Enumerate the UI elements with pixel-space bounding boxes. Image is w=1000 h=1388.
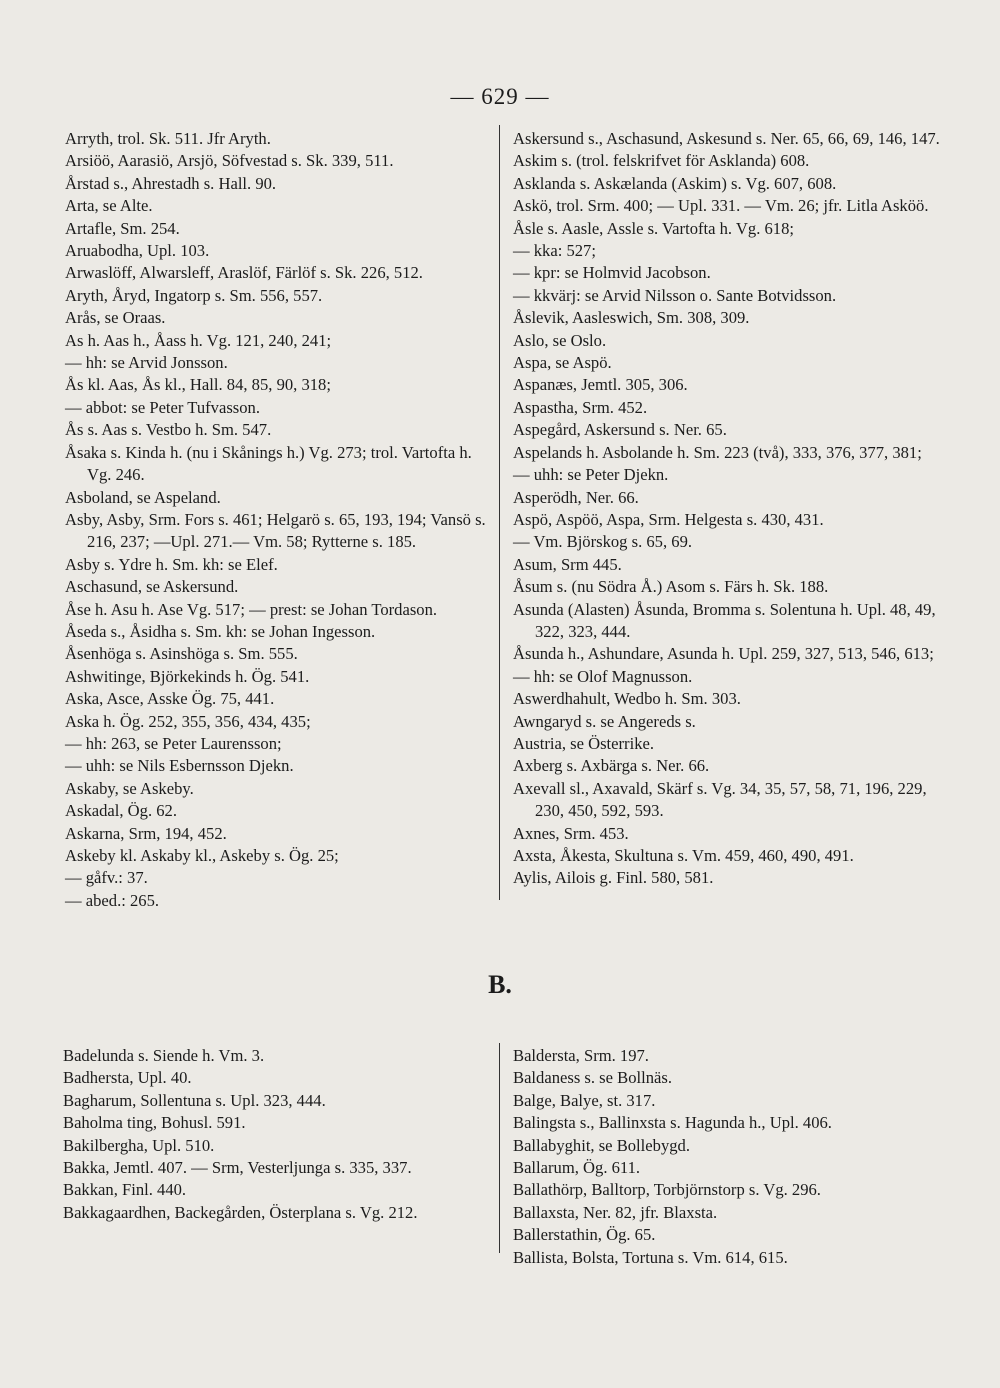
index-entry: Asperödh, Ner. 66. [513,487,639,507]
index-entry: Asklanda s. Askælanda (Askim) s. Vg. 607, 608. [513,173,837,193]
index-entry: — hh: 263, se Peter Laurensson; [65,733,282,753]
index-entry: Åslevik, Aasleswich, Sm. 308, 309. [513,308,750,328]
index-entry: — abed.: 265. [65,890,160,910]
index-entry: Askim s. (trol. felskrifvet för Asklanda) 608. [513,151,810,171]
index-entry: Åseda s., Åsidha s. Sm. kh: se Johan Ingesson. [65,621,376,641]
index-entry: Åse h. Asu h. Ase Vg. 517; — prest: se Johan Tordason. [65,599,438,619]
index-entry: — uhh: se Peter Djekn. [513,465,669,485]
bottom-right-column [513,1045,943,1269]
index-entry: Ballarum, Ög. 611. [513,1158,641,1178]
bottom-left-column [63,1045,488,1224]
index-entry: Badhersta, Upl. 40. [63,1068,192,1088]
index-entry: Bagharum, Sollentuna s. Upl. 323, 444. [63,1090,326,1110]
index-entry: Askaby, se Askeby. [65,778,194,798]
index-entry: Asby, Asby, Srm. Fors s. 461; Helgarö s. 65, 193, 194; Vansö s. 216, 237; —Upl. 271.— Vm. 58; Rytterne s. 185. [65,509,486,552]
index-entry: Bakka, Jemtl. 407. — Srm, Vesterljunga s. 335, 337. [63,1158,412,1178]
index-entry: Åsaka s. Kinda h. (nu i Skånings h.) Vg. 273; trol. Vartofta h. Vg. 246. [65,442,472,485]
index-entry: Arwaslöff, Alwarsleff, Araslöf, Färlöf s. Sk. 226, 512. [65,263,423,283]
index-entry: Ballista, Bolsta, Tortuna s. Vm. 614, 615. [513,1247,788,1267]
index-entry: Arryth, trol. Sk. 511. Jfr Aryth. [65,129,271,148]
index-entry: — kka: 527; [513,241,596,261]
index-entry: Ballathörp, Balltorp, Torbjörnstorp s. Vg. 296. [513,1180,821,1200]
index-entry: Ballabyghit, se Bollebygd. [513,1135,690,1155]
index-entry: Bakilbergha, Upl. 510. [63,1135,215,1155]
index-entry: Badelunda s. Siende h. Vm. 3. [63,1046,265,1065]
index-entry: — kkvärj: se Arvid Nilsson o. Sante Botvidsson. [513,285,837,305]
index-entry: Åsunda h., Ashundare, Asunda h. Upl. 259, 327, 513, 546, 613; [513,644,934,664]
index-entry: Aspegård, Askersund s. Ner. 65. [513,420,727,440]
column-divider [499,1043,500,1253]
index-entry: Asby s. Ydre h. Sm. kh: se Elef. [65,554,278,574]
index-entry: Aska h. Ög. 252, 355, 356, 434, 435; [65,711,311,731]
index-entry: Aspelands h. Asbolande h. Sm. 223 (två), 333, 376, 377, 381; [513,442,922,462]
index-entry: Åsum s. (nu Södra Å.) Asom s. Färs h. Sk. 188. [513,577,829,597]
index-entry: Austria, se Österrike. [513,733,655,753]
index-entry: Asum, Srm 445. [513,554,622,574]
index-entry: Åsle s. Aasle, Assle s. Vartofta h. Vg. 618; [513,218,795,238]
index-entry: Ballerstathin, Ög. 65. [513,1225,656,1245]
column-divider [499,125,500,900]
index-entry: — abbot: se Peter Tufvasson. [65,397,260,417]
index-entry: Asboland, se Aspeland. [65,487,221,507]
index-entry: Axnes, Srm. 453. [513,823,629,843]
index-entry: Baldaness s. se Bollnäs. [513,1068,673,1088]
index-entry: Balingsta s., Ballinxsta s. Hagunda h., Upl. 406. [513,1113,832,1133]
index-entry: — Vm. Björskog s. 65, 69. [513,532,693,552]
index-entry: Ås s. Aas s. Vestbo h. Sm. 547. [65,420,272,440]
index-entry: Axsta, Åkesta, Skultuna s. Vm. 459, 460, 490, 491. [513,846,854,865]
index-entry: Åsenhöga s. Asinshöga s. Sm. 555. [65,644,298,664]
index-entry: Aswerdhahult, Wedbo h. Sm. 303. [513,689,741,709]
index-entry: Aylis, Ailois g. Finl. 580, 581. [513,868,714,888]
index-entry: As h. Aas h., Åass h. Vg. 121, 240, 241; [65,330,332,350]
index-entry: Ås kl. Aas, Ås kl., Hall. 84, 85, 90, 318; [65,375,331,395]
index-entry: Arsiöö, Aarasiö, Arsjö, Söfvestad s. Sk. 339, 511. [65,151,394,171]
index-entry: Askeby kl. Askaby kl., Askeby s. Ög. 25; [65,846,339,865]
index-entry: Awngaryd s. se Angereds s. [513,711,696,731]
index-entry: Asunda (Alasten) Åsunda, Bromma s. Solentuna h. Upl. 48, 49, 322, 323, 444. [513,599,936,641]
index-entry: — uhh: se Nils Esbernsson Djekn. [65,756,294,776]
index-entry: Askarna, Srm, 194, 452. [65,823,227,843]
index-entry: Askö, trol. Srm. 400; — Upl. 331. — Vm. 26; jfr. Litla Asköö. [513,196,929,216]
index-entry: Aspanæs, Jemtl. 305, 306. [513,375,688,395]
index-entry: Baholma ting, Bohusl. 591. [63,1113,246,1133]
index-entry: — hh: se Arvid Jonsson. [65,353,228,373]
index-entry: Aruabodha, Upl. 103. [65,241,210,261]
index-entry: Arta, se Alte. [65,196,153,216]
index-entry: Askersund s., Aschasund, Askesund s. Ner. 65, 66, 69, 146, 147. [513,129,940,148]
index-entry: Artafle, Sm. 254. [65,218,180,238]
index-entry: Ballaxsta, Ner. 82, jfr. Blaxsta. [513,1202,718,1222]
index-entry: Axberg s. Axbärga s. Ner. 66. [513,756,710,776]
index-entry: Ashwitinge, Björkekinds h. Ög. 541. [65,666,310,686]
page-number: — 629 — [450,84,550,109]
index-entry: Aspö, Aspöö, Aspa, Srm. Helgesta s. 430, 431. [513,509,824,529]
top-right-column [513,128,943,890]
index-entry: — hh: se Olof Magnusson. [513,666,693,686]
index-entry: Arås, se Oraas. [65,308,166,328]
index-entry: Aska, Asce, Asske Ög. 75, 441. [65,689,275,709]
index-entry: Askadal, Ög. 62. [65,801,177,821]
index-entry: Bakkagaardhen, Backegården, Österplana s. Vg. 212. [63,1202,418,1222]
index-entry: Aschasund, se Askersund. [65,577,239,597]
index-entry: — gåfv.: 37. [65,868,148,888]
index-entry: Axevall sl., Axavald, Skärf s. Vg. 34, 35, 57, 58, 71, 196, 229, 230, 450, 592, 593. [513,778,927,821]
index-entry: — kpr: se Holmvid Jacobson. [513,263,711,283]
index-entry: Aspa, se Aspö. [513,353,612,373]
index-entry: Bakkan, Finl. 440. [63,1180,187,1200]
index-entry: Aryth, Åryd, Ingatorp s. Sm. 556, 557. [65,285,323,305]
index-entry: Baldersta, Srm. 197. [513,1046,649,1065]
index-entry: Balge, Balye, st. 317. [513,1090,656,1110]
index-entry: Aslo, se Oslo. [513,330,607,350]
top-left-column [65,128,490,912]
index-entry: Aspastha, Srm. 452. [513,397,648,417]
section-heading: B. [488,970,512,999]
index-entry: Årstad s., Ahrestadh s. Hall. 90. [65,173,277,193]
